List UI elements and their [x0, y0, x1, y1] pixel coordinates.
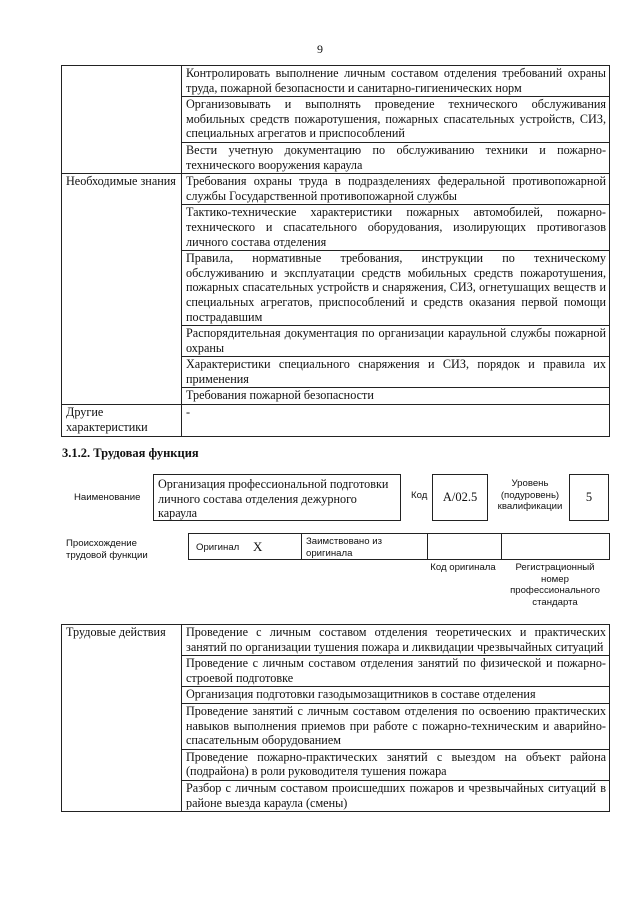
action-cell: Проведение с личным составом отделения занятий по физической и пожарно-строевой подготовке	[182, 656, 610, 687]
level-label: Уровень (подуровень) квалификации	[497, 478, 563, 512]
action-cell: Проведение пожарно-практических занятий с выездом на объект района (подрайона) в роли руководителя тушения пожара	[182, 749, 610, 780]
code-original-label: Код оригинала	[430, 562, 496, 573]
row-label	[62, 66, 182, 174]
requirement-cell: Распорядительная документация по организации караульной службы пожарной охраны	[182, 326, 610, 357]
table-row	[62, 66, 610, 97]
section-title: 3.1.2. Трудовая функция	[62, 446, 199, 460]
action-cell: Проведение занятий с личным составом отделения по освоению практических навыков выполнения приемов при работе с пожарно-техническим и аварийно-спасательным оборудованием	[182, 703, 610, 749]
row-label-knowledge: Необходимые знания	[62, 174, 182, 405]
origin-box	[188, 533, 610, 560]
requirements-table	[61, 65, 610, 437]
original-label: Оригинал	[196, 542, 240, 553]
requirement-cell: Требования охраны труда в подразделениях федеральной противопожарной службы Государственной противопожарной службы	[182, 174, 610, 205]
requirement-cell: Контролировать выполнение личным составом отделения требований охраны труда, пожарной безопасности и санитарно-гигиенических норм	[182, 66, 610, 97]
function-name-value: Организация профессиональной подготовки личного состава отделения дежурного караула	[153, 474, 401, 521]
divider	[301, 533, 302, 560]
divider	[501, 533, 502, 560]
page-number: 9	[317, 42, 323, 56]
requirement-cell: -	[182, 405, 610, 437]
level-value: 5	[569, 474, 609, 521]
action-cell: Проведение с личным составом отделения теоретических и практических занятий по организации тушения пожара и ликвидации чрезвычайных ситуаций	[182, 625, 610, 656]
table-row	[62, 405, 610, 437]
row-label-actions: Трудовые действия	[62, 625, 182, 812]
requirement-cell: Тактико-технические характеристики пожарных автомобилей, пожарно-технического и спасательного оборудования, изолирующих противогазов личного состава отделения	[182, 205, 610, 251]
action-cell: Разбор с личным составом происшедших пожаров и чрезвычайных ситуаций в районе выезда караула (смены)	[182, 780, 610, 811]
code-label: Код	[411, 490, 428, 501]
requirement-cell: Вести учетную документацию по обслуживанию техники и пожарно-технического вооружения караула	[182, 142, 610, 173]
action-cell: Организация подготовки газодымозащитников в составе отделения	[182, 687, 610, 704]
borrowed-label: Заимствовано из оригинала	[306, 536, 382, 559]
labor-actions-table	[61, 624, 610, 812]
divider	[427, 533, 428, 560]
row-label-other: Другие характеристики	[62, 405, 182, 437]
table-row	[62, 174, 610, 205]
requirement-cell: Правила, нормативные требования, инструкции по техническому обслуживанию и эксплуатации средств мобильных средств пожаротушения, пожарных спасательных устройств и снаряжения, СИЗ, огнетушащих веществ и специальных агрегатов, приспособлений и средств оказания первой помощи пострадавшим	[182, 251, 610, 326]
origin-label: Происхождение трудовой функции	[66, 538, 148, 561]
table-row	[62, 625, 610, 656]
requirement-cell: Организовывать и выполнять проведение технического обслуживания мобильных средств пожаротушения, пожарных спасательных устройств, СИЗ, специальных агрегатов и приспособлений	[182, 97, 610, 143]
original-mark: X	[253, 539, 263, 554]
requirement-cell: Требования пожарной безопасности	[182, 388, 610, 405]
reg-number-label: Регистрационный номер профессионального стандарта	[510, 562, 600, 608]
name-label: Наименование	[74, 492, 141, 503]
code-value: А/02.5	[432, 474, 488, 521]
requirement-cell: Характеристики специального снаряжения и СИЗ, порядок и правила их применения	[182, 357, 610, 388]
